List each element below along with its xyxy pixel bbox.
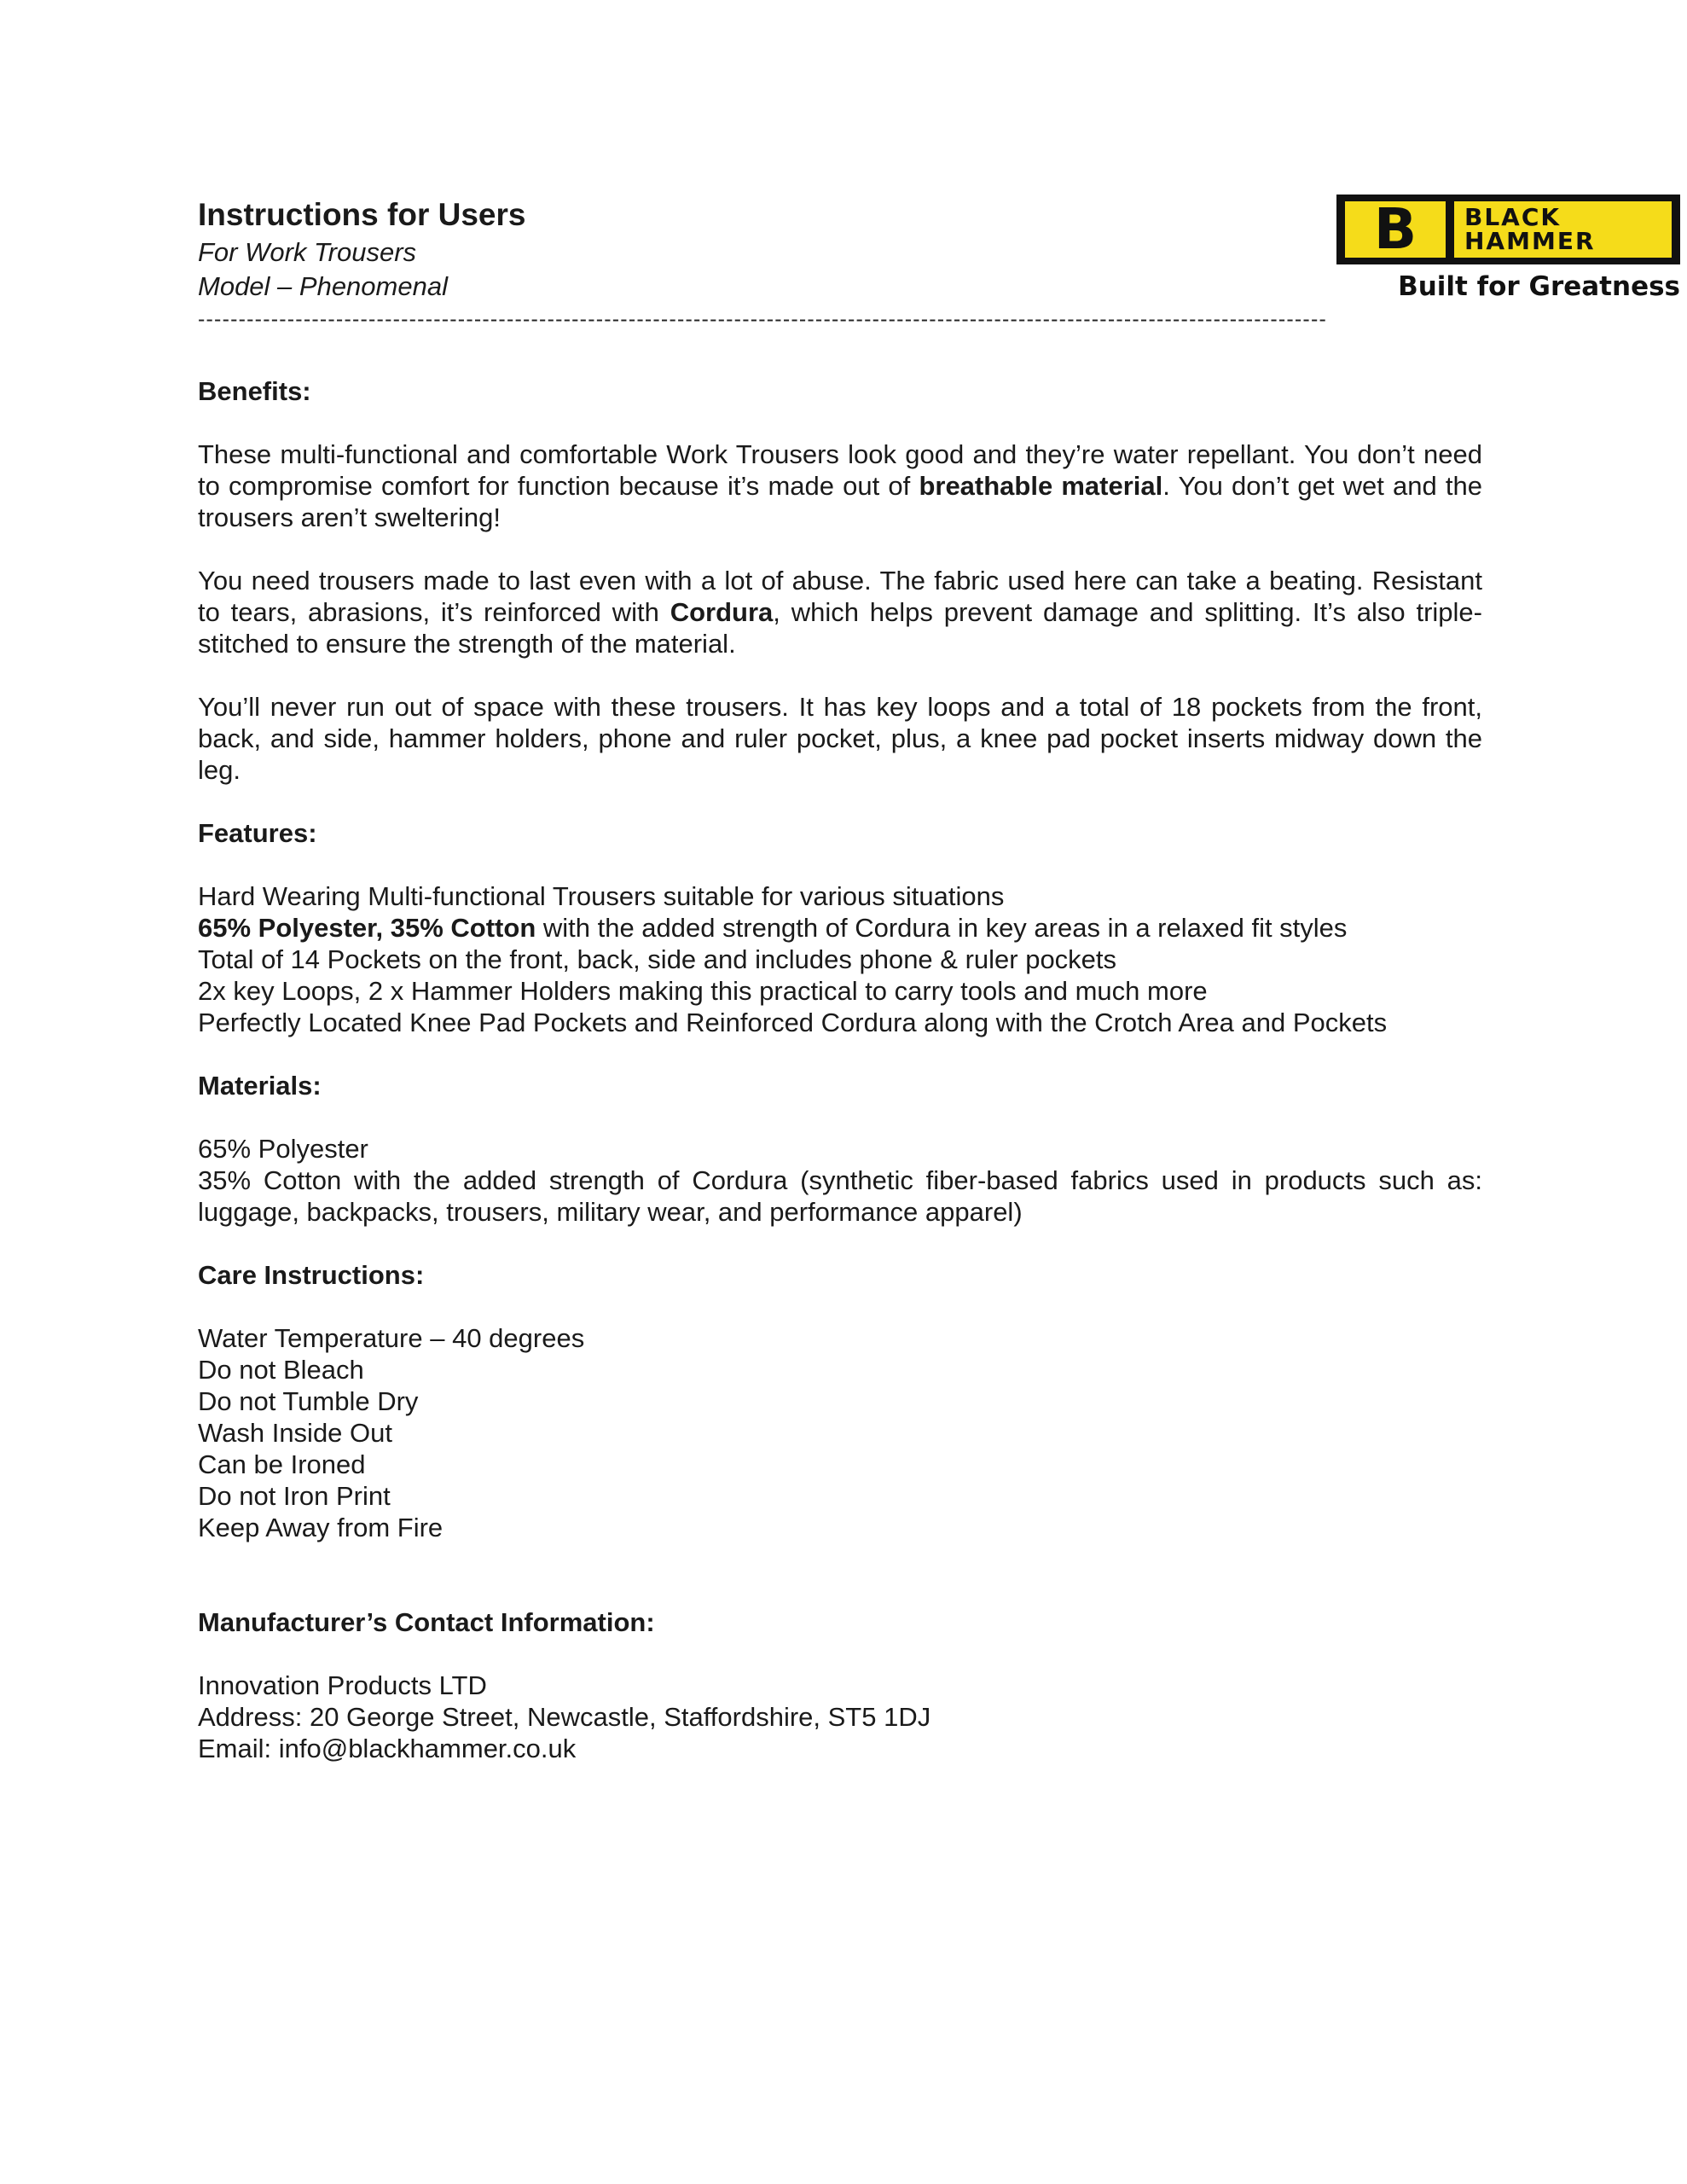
logo-tagline: Built for Greatness xyxy=(1398,271,1680,302)
contact-section xyxy=(198,1606,1482,1764)
logo-letter-icon: B xyxy=(1345,201,1446,258)
benefits-heading: Benefits: xyxy=(198,376,311,406)
logo-block xyxy=(1336,195,1680,264)
document-title: Instructions for Users xyxy=(198,197,526,232)
benefits-p2-bold: Cordura xyxy=(670,597,774,627)
black-hammer-logo xyxy=(1336,195,1680,302)
care-heading: Care Instructions: xyxy=(198,1260,425,1290)
header-divider: ------------------------------------------------------------------------------------------------------------------------------------------- xyxy=(198,307,1328,331)
company-name: Innovation Products LTD xyxy=(198,1670,487,1700)
product-subtitle: For Work Trousers xyxy=(198,237,417,267)
benefits-p1-text-b: . You don’t get wet and the trousers aren’t sweltering! xyxy=(198,471,1482,532)
feature-item-bold: 65% Polyester, 35% Cotton xyxy=(198,913,536,943)
benefits-p2-text-b: , which helps prevent damage and splitting. It’s also triple-stitched to ensure the strength of the material. xyxy=(198,597,1482,659)
features-heading: Features: xyxy=(198,818,317,848)
logo-wordmark xyxy=(1454,201,1672,258)
benefits-section xyxy=(198,375,1482,786)
logo-word-black: BLACK xyxy=(1464,203,1562,231)
material-line: 65% Polyester xyxy=(198,1134,368,1164)
care-item: Do not Iron Print xyxy=(198,1481,391,1511)
benefits-paragraph-1 xyxy=(198,439,1482,533)
care-item: Wash Inside Out xyxy=(198,1418,393,1448)
benefits-p1-text-a: These multi-functional and comfortable Work Trousers look good and they’re water repellant. You don’t need to compromise comfort for function because it’s made out of xyxy=(198,439,1482,501)
feature-item: 2x key Loops, 2 x Hammer Holders making this practical to carry tools and much more xyxy=(198,976,1208,1006)
feature-item-text: with the added strength of Cordura in key areas in a relaxed fit styles xyxy=(536,913,1348,943)
benefits-p1-bold: breathable material xyxy=(919,471,1163,501)
features-section xyxy=(198,817,1482,1038)
document-header xyxy=(198,195,1680,304)
care-item: Water Temperature – 40 degrees xyxy=(198,1323,585,1353)
feature-item: Total of 14 Pockets on the front, back, side and includes phone & ruler pockets xyxy=(198,944,1117,974)
materials-heading: Materials: xyxy=(198,1071,322,1101)
care-item: Can be Ironed xyxy=(198,1449,366,1479)
materials-section xyxy=(198,1070,1482,1228)
care-item: Keep Away from Fire xyxy=(198,1513,443,1542)
company-email: Email: info@blackhammer.co.uk xyxy=(198,1734,577,1763)
care-item: Do not Tumble Dry xyxy=(198,1386,419,1416)
care-item: Do not Bleach xyxy=(198,1355,364,1385)
benefits-paragraph-3: You’ll never run out of space with these trousers. It has key loops and a total of 18 pockets from the front, back, and side, hammer holders, phone and ruler pocket, plus, a knee pad pocket inserts midway down the leg. xyxy=(198,692,1482,785)
model-subtitle: Model – Phenomenal xyxy=(198,271,448,301)
material-line: 35% Cotton with the added strength of Cordura (synthetic fiber-based fabrics used in products such as: luggage, backpacks, trousers, military wear, and performance apparel) xyxy=(198,1165,1482,1227)
feature-item: Hard Wearing Multi-functional Trousers suitable for various situations xyxy=(198,881,1005,911)
logo-word-hammer: HAMMER xyxy=(1464,227,1596,255)
benefits-p2-text-a: You need trousers made to last even with a lot of abuse. The fabric used here can take a beating. Resistant to tears, abrasions, it’s reinforced with xyxy=(198,566,1482,627)
document-body xyxy=(198,375,1482,1764)
contact-heading: Manufacturer’s Contact Information: xyxy=(198,1607,655,1637)
benefits-paragraph-2 xyxy=(198,565,1482,659)
feature-item xyxy=(198,912,1482,944)
company-address: Address: 20 George Street, Newcastle, Staffordshire, ST5 1DJ xyxy=(198,1702,931,1732)
feature-item: Perfectly Located Knee Pad Pockets and Reinforced Cordura along with the Crotch Area and Pockets xyxy=(198,1008,1388,1037)
care-section xyxy=(198,1259,1482,1543)
